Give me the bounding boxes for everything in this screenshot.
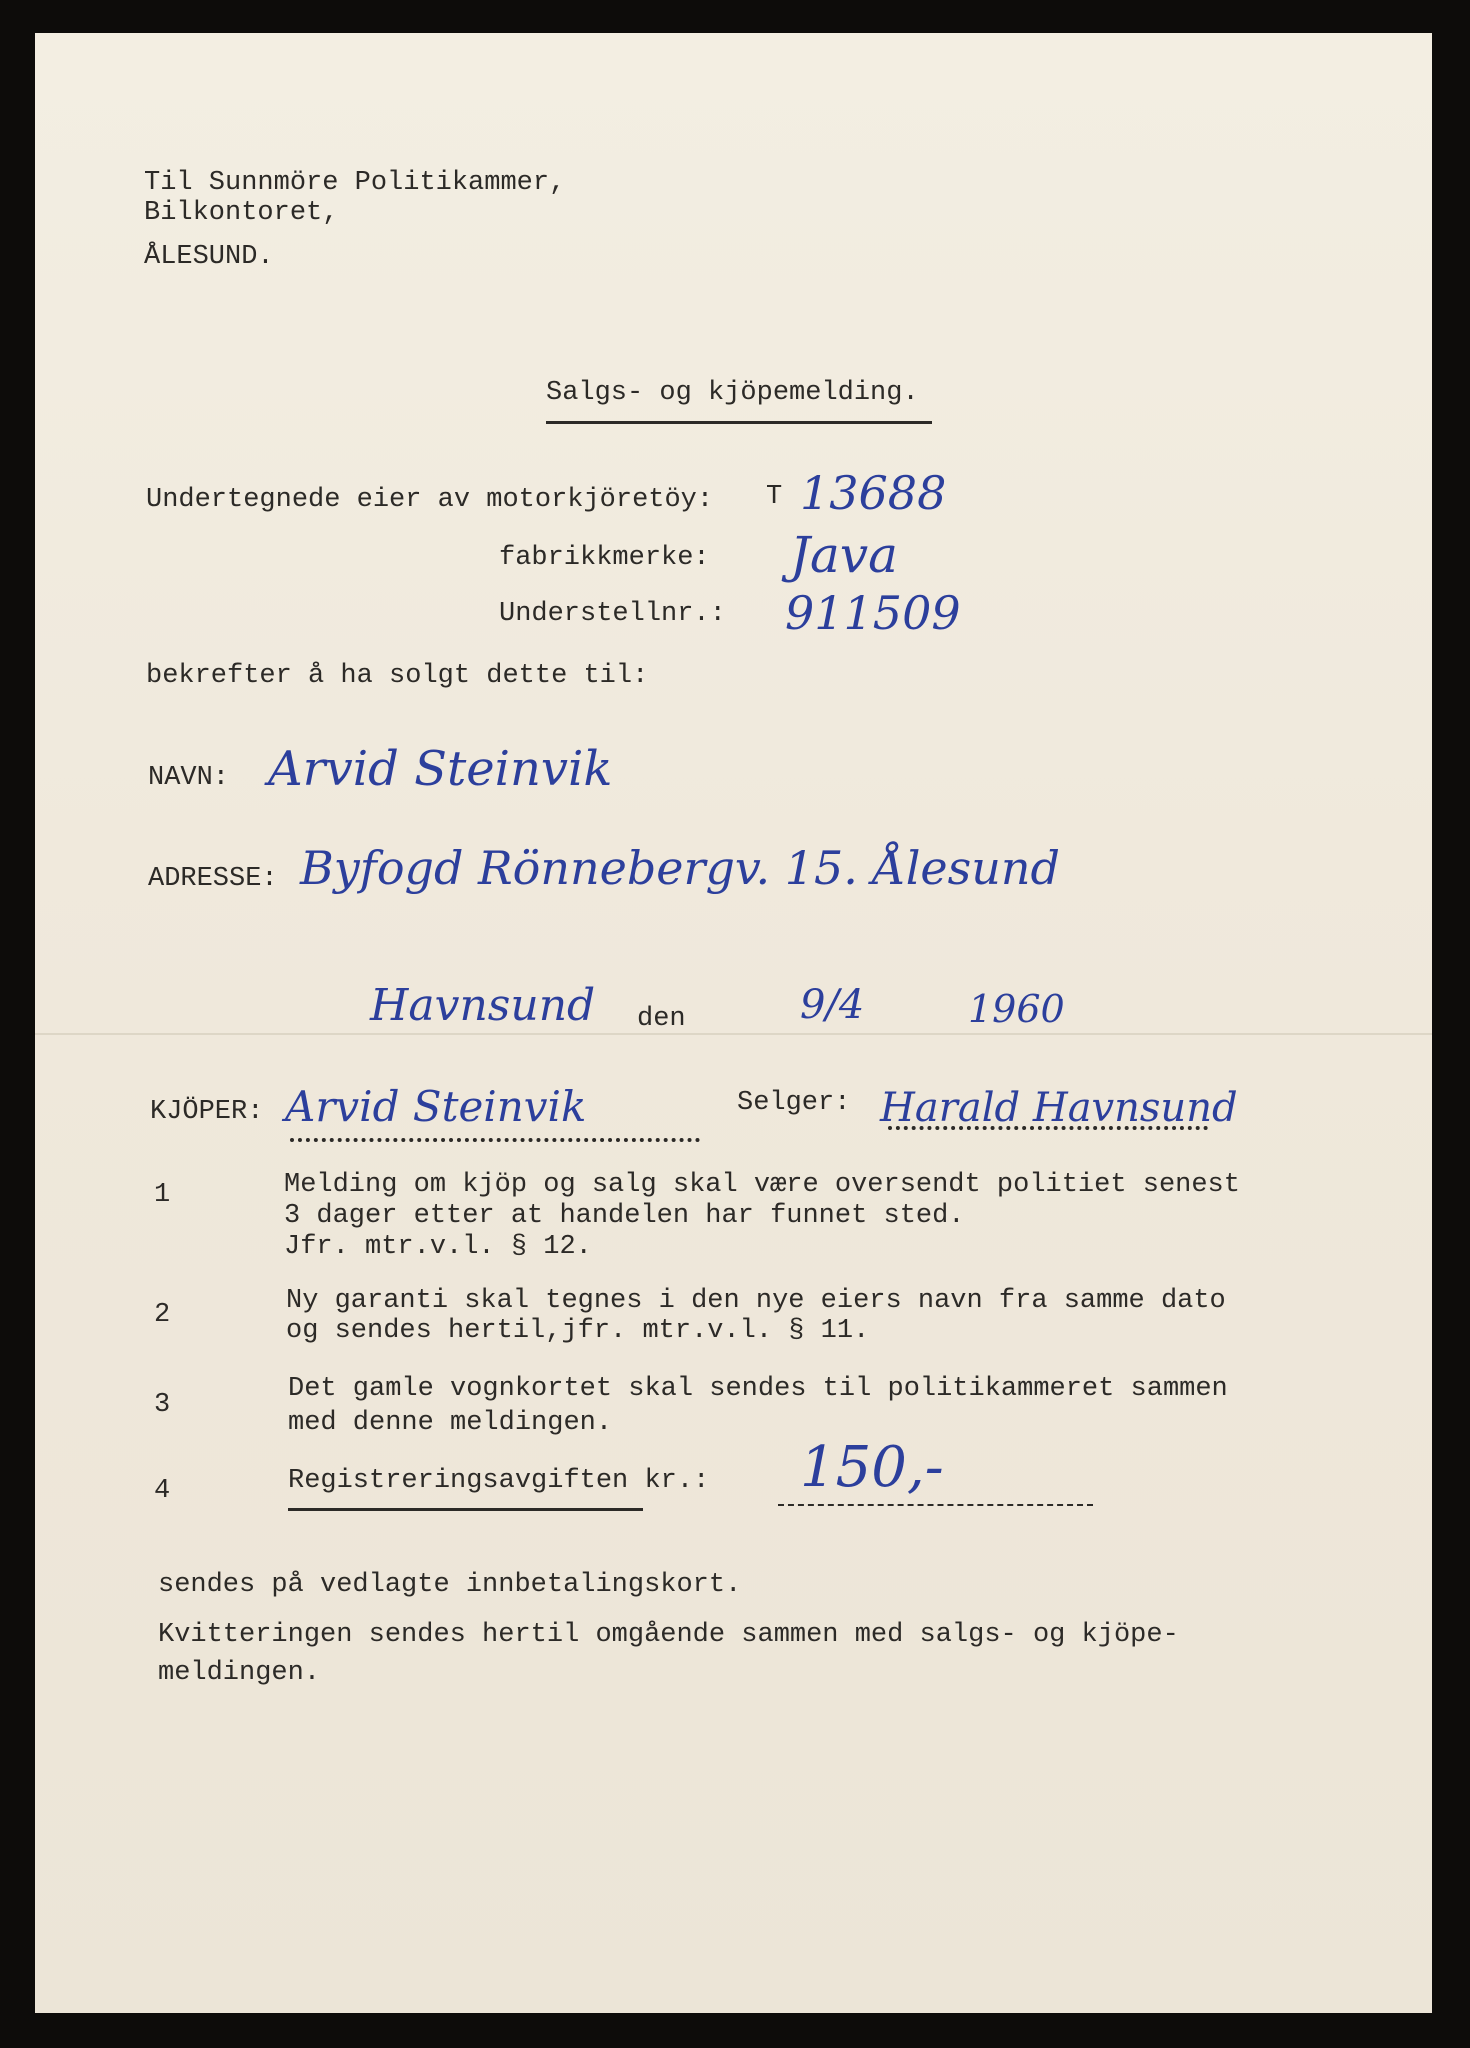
day-month: 9/4 [800, 982, 865, 1028]
paper-fold [35, 1033, 1432, 1035]
seller-signature-line [888, 1126, 1208, 1130]
footer-line-3: meldingen. [158, 1658, 321, 1688]
reg-prefix: T [766, 482, 783, 512]
footer-line-2: Kvitteringen sendes hertil omgående sammen med salgs- og kjöpe- [158, 1620, 1179, 1650]
chassis-label: Understellnr.: [499, 599, 726, 629]
buyer-name: Arvid Steinvik [268, 741, 613, 797]
recipient-line-2: Bilkontoret, [144, 198, 339, 228]
item-1-line-1: Melding om kjöp og salg skal være oversendt politiet senest [284, 1170, 1240, 1200]
title-underline [546, 421, 932, 424]
seller-label: Selger: [737, 1088, 851, 1118]
name-label: NAVN: [148, 763, 230, 793]
make-label: fabrikkmerke: [499, 543, 710, 573]
address-label: ADRESSE: [148, 864, 278, 894]
confirm-text: bekrefter å ha solgt dette til: [146, 661, 649, 691]
item-4-label: Registreringsavgiften kr.: [288, 1466, 710, 1496]
owner-label: Undertegnede eier av motorkjöretöy: [146, 485, 714, 515]
chassis-value: 911509 [785, 586, 961, 640]
buyer-signature-line [290, 1138, 700, 1142]
item-4-number: 4 [154, 1476, 171, 1506]
buyer-signature: Arvid Steinvik [285, 1082, 587, 1131]
item-1-number: 1 [154, 1180, 171, 1210]
document-title: Salgs- og kjöpemelding. [546, 378, 919, 408]
fee-dashed-line [778, 1504, 1093, 1506]
recipient-city: ÅLESUND. [144, 242, 274, 272]
footer-line-1: sendes på vedlagte innbetalingskort. [158, 1570, 742, 1600]
item-2-number: 2 [154, 1300, 171, 1330]
den-label: den [637, 1004, 686, 1034]
reg-number: 13688 [800, 466, 947, 520]
make-value: Java [790, 526, 898, 584]
item-1-line-3: Jfr. mtr.v.l. § 12. [284, 1232, 592, 1262]
item-1-line-2: 3 dager etter at handelen har funnet sted. [284, 1201, 965, 1231]
buyer-address: Byfogd Rönnebergv. 15. Ålesund [300, 841, 1060, 895]
buyer-label: KJÖPER: [150, 1097, 264, 1127]
item-4-underline [288, 1508, 643, 1511]
recipient-line-1: Til Sunnmöre Politikammer, [144, 168, 566, 198]
item-3-line-1: Det gamle vognkortet skal sendes til politikammeret sammen [288, 1374, 1228, 1404]
document-page [35, 33, 1432, 2013]
year: 1960 [968, 987, 1065, 1031]
registration-fee-amount: 150,- [800, 1435, 944, 1500]
seller-signature: Harald Havnsund [880, 1085, 1238, 1131]
item-3-number: 3 [154, 1390, 171, 1420]
item-3-line-2: med denne meldingen. [288, 1408, 613, 1438]
item-2-line-2: og sendes hertil,jfr. mtr.v.l. § 11. [286, 1316, 870, 1346]
item-2-line-1: Ny garanti skal tegnes i den nye eiers navn fra samme dato [286, 1286, 1226, 1316]
place: Havnsund [370, 980, 596, 1031]
